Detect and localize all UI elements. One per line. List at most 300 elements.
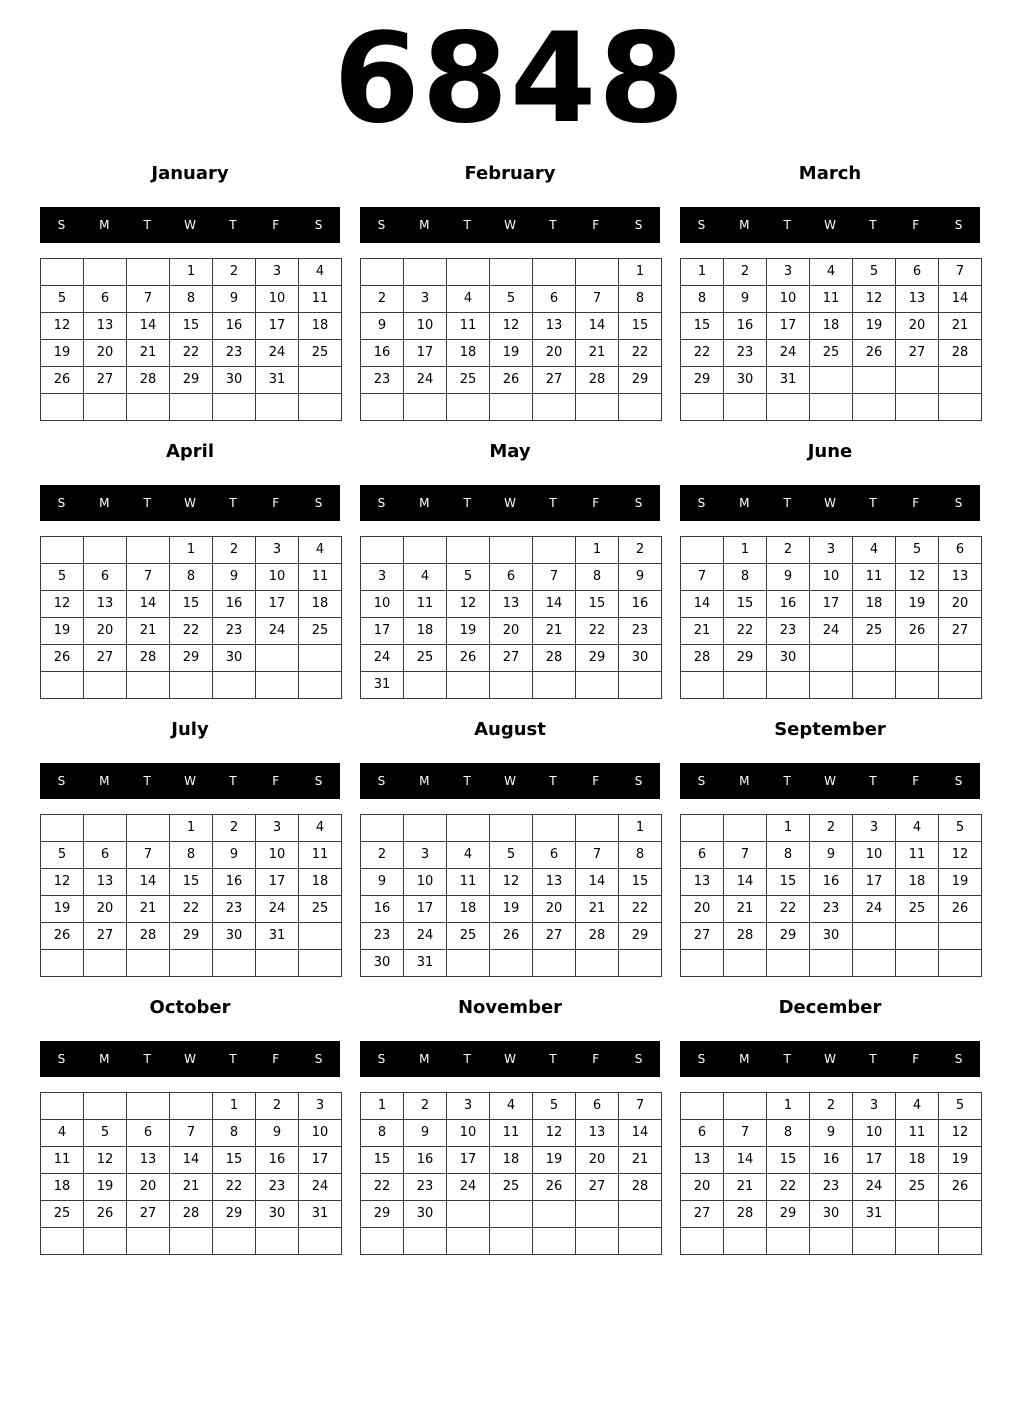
day-cell: 20	[84, 896, 127, 923]
day-cell	[170, 672, 213, 699]
week-row	[361, 367, 662, 394]
day-cell: 12	[939, 842, 982, 869]
day-cell: 8	[767, 842, 810, 869]
day-cell: 15	[213, 1147, 256, 1174]
day-cell: 20	[681, 1174, 724, 1201]
day-cell	[299, 645, 342, 672]
week-row	[681, 394, 982, 421]
day-cell	[853, 645, 896, 672]
day-cell: 15	[170, 591, 213, 618]
day-cell: 28	[681, 645, 724, 672]
day-cell	[490, 672, 533, 699]
day-cell: 24	[853, 1174, 896, 1201]
day-cell	[896, 1228, 939, 1255]
month-february	[360, 161, 660, 431]
day-cell	[576, 950, 619, 977]
day-cell: 5	[490, 286, 533, 313]
day-cell: 14	[619, 1120, 662, 1147]
weekday-label: T	[143, 1052, 151, 1066]
day-cell: 6	[939, 537, 982, 564]
month-january	[40, 161, 340, 431]
day-cell	[681, 950, 724, 977]
day-cell: 1	[361, 1093, 404, 1120]
day-cell: 17	[361, 618, 404, 645]
day-cell: 13	[576, 1120, 619, 1147]
day-cell: 2	[213, 537, 256, 564]
day-cell: 22	[170, 896, 213, 923]
day-cell	[41, 394, 84, 421]
day-cell	[84, 815, 127, 842]
day-cell	[447, 950, 490, 977]
day-cell: 9	[619, 564, 662, 591]
day-cell	[41, 537, 84, 564]
day-cell: 16	[767, 591, 810, 618]
day-cell: 4	[299, 259, 342, 286]
day-cell	[447, 259, 490, 286]
day-cell: 23	[213, 618, 256, 645]
weekday-label: F	[272, 496, 280, 510]
weekday-label: T	[869, 496, 877, 510]
day-cell: 26	[41, 923, 84, 950]
day-cell: 23	[213, 896, 256, 923]
day-cell: 16	[213, 313, 256, 340]
day-cell	[84, 259, 127, 286]
day-cell: 17	[447, 1147, 490, 1174]
day-cell: 27	[896, 340, 939, 367]
year-title: 6848	[333, 7, 687, 151]
week-row	[361, 1120, 662, 1147]
day-cell: 11	[299, 842, 342, 869]
day-cell: 22	[724, 618, 767, 645]
day-cell	[84, 1093, 127, 1120]
day-cell: 20	[84, 340, 127, 367]
weekday-label: T	[143, 496, 151, 510]
day-cell: 25	[299, 618, 342, 645]
day-cell: 23	[810, 1174, 853, 1201]
day-cell	[896, 1201, 939, 1228]
weekday-label: S	[634, 496, 643, 510]
day-cell: 4	[447, 842, 490, 869]
day-cell: 20	[533, 896, 576, 923]
day-cell: 17	[853, 1147, 896, 1174]
day-cell: 4	[41, 1120, 84, 1147]
day-cell: 4	[896, 815, 939, 842]
weekday-label: W	[824, 1052, 836, 1066]
day-cell: 26	[939, 1174, 982, 1201]
day-cell	[896, 672, 939, 699]
day-cell	[533, 1201, 576, 1228]
day-cell: 27	[84, 645, 127, 672]
day-cell	[170, 950, 213, 977]
weekday-label: F	[592, 1052, 600, 1066]
day-cell: 11	[896, 842, 939, 869]
day-cell: 16	[361, 340, 404, 367]
day-cell: 12	[41, 313, 84, 340]
day-cell: 18	[490, 1147, 533, 1174]
weekday-label: W	[504, 218, 516, 232]
day-cell: 30	[810, 923, 853, 950]
day-cell: 26	[490, 923, 533, 950]
day-cell: 21	[576, 340, 619, 367]
day-cell: 12	[490, 313, 533, 340]
day-cell: 17	[767, 313, 810, 340]
day-cell: 18	[810, 313, 853, 340]
day-cell	[447, 672, 490, 699]
week-row	[681, 950, 982, 977]
weekday-label: W	[504, 496, 516, 510]
month-april	[40, 439, 340, 709]
day-cell	[127, 259, 170, 286]
week-row	[41, 672, 342, 699]
day-cell: 10	[404, 869, 447, 896]
day-cell: 29	[170, 367, 213, 394]
day-cell: 20	[576, 1147, 619, 1174]
week-row	[361, 815, 662, 842]
day-cell: 18	[299, 591, 342, 618]
day-cell: 19	[939, 869, 982, 896]
week-row	[361, 1093, 662, 1120]
day-cell: 24	[853, 896, 896, 923]
day-cell: 21	[576, 896, 619, 923]
day-cell: 15	[619, 869, 662, 896]
day-cell	[576, 259, 619, 286]
day-cell: 21	[724, 896, 767, 923]
weekday-label: T	[783, 496, 791, 510]
day-cell: 15	[767, 1147, 810, 1174]
day-cell: 12	[490, 869, 533, 896]
day-cell	[299, 950, 342, 977]
day-cell: 19	[896, 591, 939, 618]
day-cell: 6	[127, 1120, 170, 1147]
day-cell	[767, 1228, 810, 1255]
weekday-label: W	[824, 218, 836, 232]
week-row	[681, 537, 982, 564]
week-row	[681, 591, 982, 618]
day-cell: 30	[213, 645, 256, 672]
month-title: March	[798, 163, 862, 184]
month-october	[40, 995, 340, 1265]
day-cell	[447, 1201, 490, 1228]
week-row	[681, 1174, 982, 1201]
day-cell: 2	[767, 537, 810, 564]
week-row	[41, 313, 342, 340]
week-row	[681, 896, 982, 923]
weekday-label: S	[377, 774, 386, 788]
day-cell: 30	[361, 950, 404, 977]
day-cell	[810, 394, 853, 421]
day-cell: 14	[724, 869, 767, 896]
weekday-label: S	[954, 774, 963, 788]
day-cell: 8	[576, 564, 619, 591]
day-cell: 4	[404, 564, 447, 591]
day-cell: 6	[533, 286, 576, 313]
weekday-label: S	[377, 496, 386, 510]
day-grid	[360, 814, 662, 977]
day-cell	[404, 672, 447, 699]
day-grid	[680, 1092, 982, 1255]
day-grid	[360, 1092, 662, 1255]
day-cell: 13	[84, 591, 127, 618]
day-cell: 21	[619, 1147, 662, 1174]
day-cell: 28	[724, 923, 767, 950]
day-cell	[724, 815, 767, 842]
week-row	[681, 618, 982, 645]
weekday-label: S	[634, 1052, 643, 1066]
week-row	[681, 1147, 982, 1174]
weekday-label: W	[504, 1052, 516, 1066]
day-cell: 14	[724, 1147, 767, 1174]
weekday-label: T	[143, 774, 151, 788]
day-cell: 31	[853, 1201, 896, 1228]
day-cell: 29	[170, 923, 213, 950]
day-cell	[810, 645, 853, 672]
day-cell	[576, 1228, 619, 1255]
weekday-header	[360, 207, 660, 243]
day-cell	[724, 672, 767, 699]
weekday-label: W	[184, 774, 196, 788]
day-cell: 24	[404, 367, 447, 394]
weekday-label: T	[869, 1052, 877, 1066]
day-cell	[896, 394, 939, 421]
day-cell	[490, 1228, 533, 1255]
day-cell: 10	[853, 1120, 896, 1147]
day-cell: 28	[576, 367, 619, 394]
day-cell	[576, 672, 619, 699]
day-cell	[533, 537, 576, 564]
weekday-label: F	[912, 218, 920, 232]
day-cell: 2	[361, 842, 404, 869]
week-row	[41, 842, 342, 869]
day-cell	[576, 815, 619, 842]
weekday-label: M	[739, 774, 750, 788]
day-cell: 14	[127, 591, 170, 618]
weekday-label: S	[377, 1052, 386, 1066]
day-cell: 9	[361, 869, 404, 896]
day-cell: 25	[41, 1201, 84, 1228]
day-cell: 10	[404, 313, 447, 340]
weekday-header	[40, 207, 340, 243]
day-cell: 28	[127, 367, 170, 394]
day-cell: 11	[447, 869, 490, 896]
day-cell: 22	[170, 340, 213, 367]
day-cell: 8	[681, 286, 724, 313]
day-cell: 8	[724, 564, 767, 591]
day-cell: 26	[853, 340, 896, 367]
weekday-label: W	[184, 218, 196, 232]
weekday-label: S	[954, 218, 963, 232]
day-cell: 8	[170, 286, 213, 313]
day-cell: 18	[41, 1174, 84, 1201]
day-cell: 13	[681, 1147, 724, 1174]
day-cell: 2	[810, 815, 853, 842]
weekday-label: F	[912, 1052, 920, 1066]
weekday-header	[360, 763, 660, 799]
day-cell: 27	[127, 1201, 170, 1228]
day-cell: 28	[724, 1201, 767, 1228]
month-title: July	[171, 719, 209, 740]
week-row	[41, 591, 342, 618]
day-cell: 17	[256, 869, 299, 896]
day-cell	[681, 672, 724, 699]
day-cell: 3	[361, 564, 404, 591]
day-cell: 27	[533, 923, 576, 950]
day-cell: 26	[490, 367, 533, 394]
month-title: September	[774, 719, 886, 740]
day-cell	[361, 1228, 404, 1255]
day-cell: 7	[724, 842, 767, 869]
weekday-label: S	[57, 1052, 66, 1066]
day-cell: 30	[256, 1201, 299, 1228]
day-cell: 31	[404, 950, 447, 977]
day-cell	[896, 645, 939, 672]
week-row	[361, 1147, 662, 1174]
week-row	[41, 537, 342, 564]
day-cell: 12	[896, 564, 939, 591]
day-cell	[404, 1228, 447, 1255]
month-title: August	[474, 719, 546, 740]
weekday-label: M	[419, 218, 430, 232]
day-cell: 15	[681, 313, 724, 340]
day-cell: 25	[447, 367, 490, 394]
month-title: October	[149, 997, 231, 1018]
day-cell: 15	[170, 869, 213, 896]
week-row	[41, 869, 342, 896]
day-cell: 10	[361, 591, 404, 618]
week-row	[681, 842, 982, 869]
day-cell	[896, 950, 939, 977]
day-cell	[619, 672, 662, 699]
week-row	[361, 672, 662, 699]
day-cell: 17	[810, 591, 853, 618]
week-row	[361, 340, 662, 367]
day-cell	[127, 672, 170, 699]
week-row	[681, 1120, 982, 1147]
day-cell: 15	[170, 313, 213, 340]
week-row	[681, 869, 982, 896]
day-cell	[447, 394, 490, 421]
day-cell: 29	[576, 645, 619, 672]
day-cell: 11	[810, 286, 853, 313]
day-cell: 17	[404, 340, 447, 367]
day-cell	[41, 259, 84, 286]
day-cell: 5	[41, 286, 84, 313]
week-row	[361, 1174, 662, 1201]
day-cell: 2	[724, 259, 767, 286]
weekday-label: M	[99, 1052, 110, 1066]
day-cell: 19	[447, 618, 490, 645]
week-row	[681, 1093, 982, 1120]
weekday-header	[360, 1041, 660, 1077]
day-cell	[767, 394, 810, 421]
day-cell	[853, 923, 896, 950]
day-cell: 9	[213, 564, 256, 591]
day-cell: 2	[619, 537, 662, 564]
weekday-label: T	[143, 218, 151, 232]
day-cell: 23	[361, 923, 404, 950]
day-cell: 4	[299, 537, 342, 564]
week-row	[41, 367, 342, 394]
day-cell: 18	[853, 591, 896, 618]
weekday-label: W	[184, 496, 196, 510]
week-row	[681, 815, 982, 842]
day-cell: 26	[896, 618, 939, 645]
day-cell: 13	[490, 591, 533, 618]
week-row	[361, 537, 662, 564]
day-cell: 1	[170, 537, 213, 564]
weekday-label: M	[99, 496, 110, 510]
day-cell: 8	[361, 1120, 404, 1147]
day-cell	[724, 1228, 767, 1255]
day-cell: 17	[256, 591, 299, 618]
day-cell	[853, 367, 896, 394]
week-row	[361, 1228, 662, 1255]
day-cell: 8	[619, 842, 662, 869]
week-row	[41, 564, 342, 591]
day-cell: 29	[767, 923, 810, 950]
week-row	[681, 1201, 982, 1228]
day-cell: 19	[84, 1174, 127, 1201]
day-cell: 4	[853, 537, 896, 564]
day-cell: 14	[576, 313, 619, 340]
day-cell: 20	[681, 896, 724, 923]
day-cell	[724, 1093, 767, 1120]
day-cell: 11	[490, 1120, 533, 1147]
day-cell: 3	[404, 286, 447, 313]
day-cell: 26	[84, 1201, 127, 1228]
day-cell: 7	[127, 564, 170, 591]
day-cell: 3	[256, 259, 299, 286]
day-cell: 10	[767, 286, 810, 313]
day-cell: 6	[490, 564, 533, 591]
day-cell: 22	[576, 618, 619, 645]
weekday-label: F	[592, 774, 600, 788]
day-cell	[533, 1228, 576, 1255]
weekday-header	[680, 763, 980, 799]
day-cell: 25	[810, 340, 853, 367]
day-cell: 31	[256, 367, 299, 394]
day-cell	[447, 1228, 490, 1255]
day-cell	[127, 394, 170, 421]
day-cell: 4	[447, 286, 490, 313]
day-cell: 4	[490, 1093, 533, 1120]
day-cell: 30	[619, 645, 662, 672]
day-cell: 24	[404, 923, 447, 950]
day-cell: 22	[619, 340, 662, 367]
day-cell	[170, 394, 213, 421]
weekday-label: S	[57, 218, 66, 232]
day-cell	[490, 394, 533, 421]
day-cell: 14	[681, 591, 724, 618]
month-title: April	[165, 441, 215, 462]
day-cell	[576, 1201, 619, 1228]
day-cell: 2	[213, 815, 256, 842]
day-cell: 16	[213, 591, 256, 618]
week-row	[41, 645, 342, 672]
day-cell: 19	[41, 618, 84, 645]
day-cell: 2	[256, 1093, 299, 1120]
day-cell: 13	[84, 313, 127, 340]
day-cell	[490, 950, 533, 977]
week-row	[41, 1120, 342, 1147]
day-cell	[213, 1228, 256, 1255]
day-cell: 21	[170, 1174, 213, 1201]
day-grid	[360, 536, 662, 699]
day-cell: 20	[533, 340, 576, 367]
day-cell: 14	[170, 1147, 213, 1174]
day-cell	[127, 537, 170, 564]
day-cell: 9	[213, 842, 256, 869]
weekday-label: S	[377, 218, 386, 232]
